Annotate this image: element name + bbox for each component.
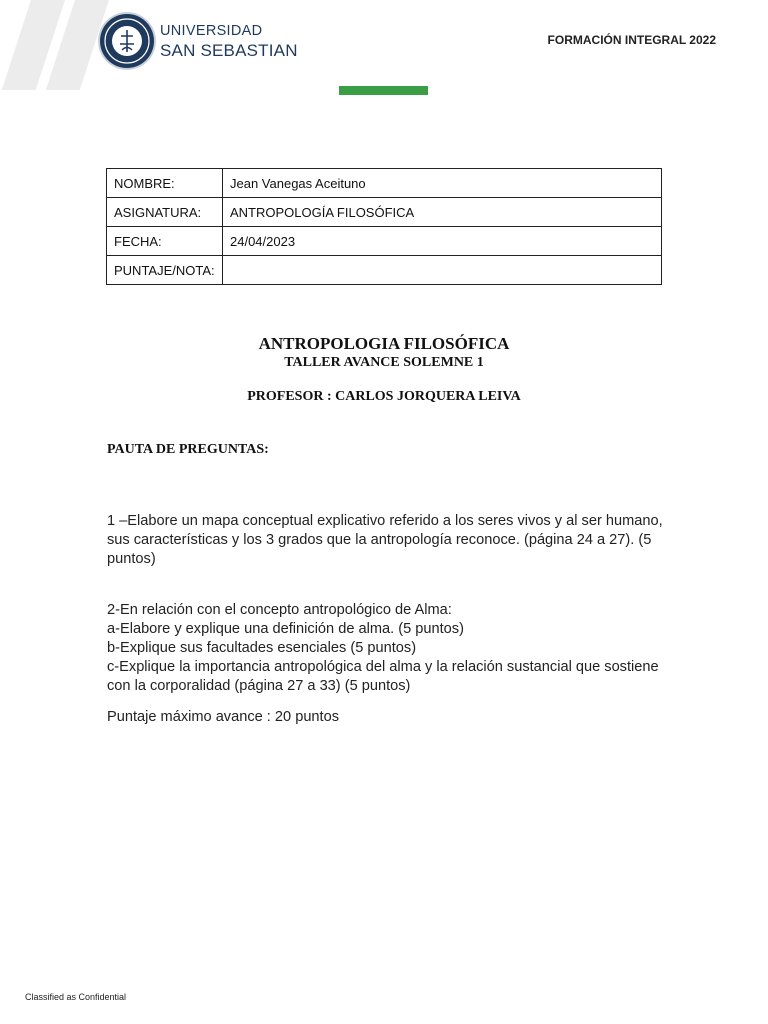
program-label: FORMACIÓN INTEGRAL 2022 xyxy=(547,33,716,47)
questions-heading: PAUTA DE PREGUNTAS: xyxy=(107,442,269,457)
question-2-b: b-Explique sus facultades esenciales (5 puntos) xyxy=(107,640,417,656)
student-info-table xyxy=(106,168,662,285)
university-name-line1: UNIVERSIDAD xyxy=(160,23,263,39)
max-score: Puntaje máximo avance : 20 puntos xyxy=(107,709,340,725)
question-1 xyxy=(107,512,667,569)
info-label: PUNTAJE/NOTA: xyxy=(107,256,223,285)
professor-name: PROFESOR : CARLOS JORQUERA LEIVA xyxy=(247,389,521,404)
question-1-text: 1 –Elabore un mapa conceptual explicativo referido a los seres vivos y al ser humano, sus características y los 3 grados que la antropología reconoce. (página 24 a 27). (5 puntos) xyxy=(107,513,663,567)
table-row xyxy=(107,169,662,198)
document-title: ANTROPOLOGIA FILOSÓFICA xyxy=(258,334,510,353)
table-row xyxy=(107,256,662,285)
table-row xyxy=(107,227,662,256)
accent-bar xyxy=(339,86,428,95)
info-label: FECHA: xyxy=(107,227,223,256)
question-2 xyxy=(107,601,667,696)
document-subtitle: TALLER AVANCE SOLEMNE 1 xyxy=(284,355,484,370)
info-value: Jean Vanegas Aceituno xyxy=(223,169,662,198)
university-seal-icon xyxy=(100,14,154,68)
info-value xyxy=(223,256,662,285)
info-label: NOMBRE: xyxy=(107,169,223,198)
question-2-intro: 2-En relación con el concepto antropológico de Alma: xyxy=(107,602,452,618)
info-value: 24/04/2023 xyxy=(223,227,662,256)
info-value: ANTROPOLOGÍA FILOSÓFICA xyxy=(223,198,662,227)
question-2-c: c-Explique la importancia antropológica del alma y la relación sustancial que sostiene con la corporalidad (página 27 a 33) (5 puntos) xyxy=(107,659,659,694)
confidential-footer: Classified as Confidential xyxy=(25,992,127,1002)
university-logo xyxy=(100,14,298,68)
question-2-a: a-Elabore y explique una definición de alma. (5 puntos) xyxy=(107,621,464,637)
table-row xyxy=(107,198,662,227)
university-name-line2: SAN SEBASTIAN xyxy=(160,41,298,60)
info-label: ASIGNATURA: xyxy=(107,198,223,227)
